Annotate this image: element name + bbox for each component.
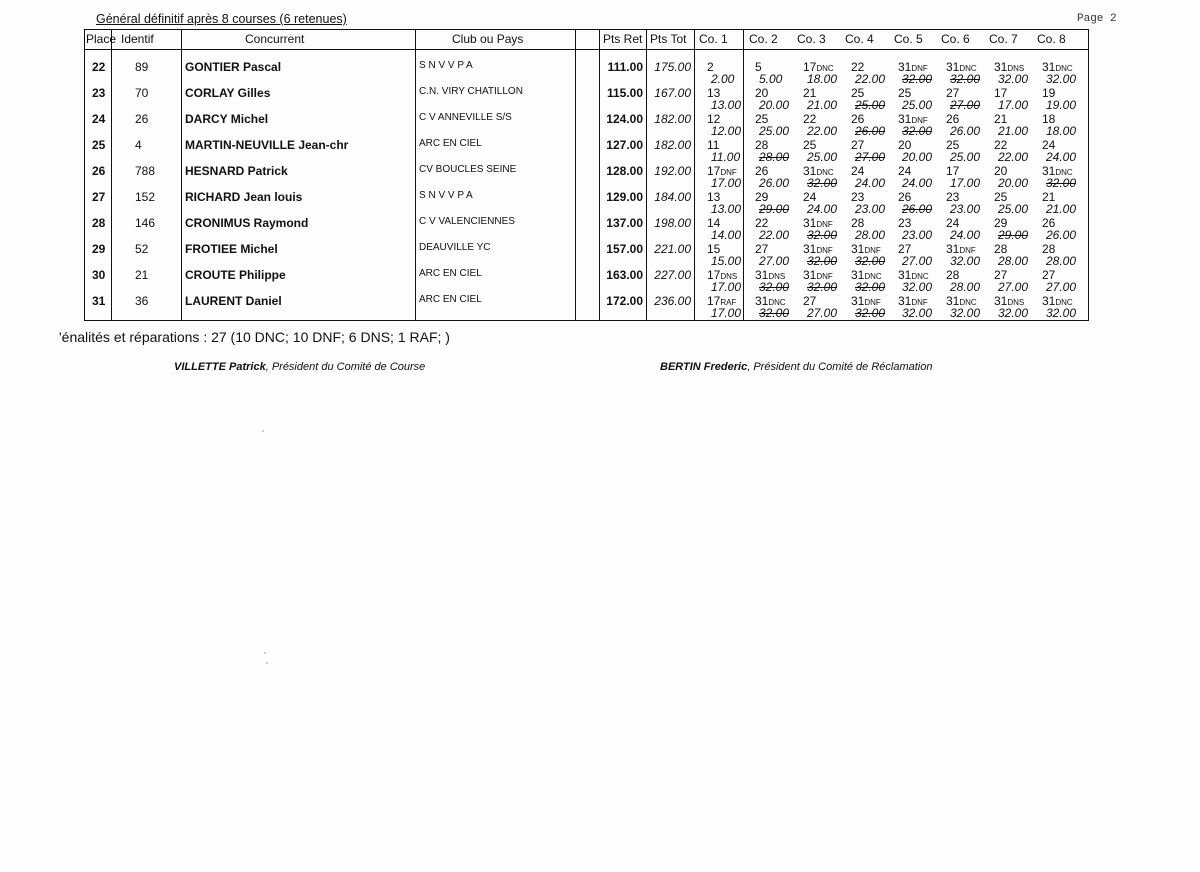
race-status-code: DNC — [911, 272, 929, 281]
column-header: Pts Tot — [650, 32, 687, 46]
race-rank: 22 — [803, 112, 817, 126]
race-points: 11.00 — [711, 150, 741, 164]
race-rank: 26 — [946, 112, 960, 126]
race-points: 22.00 — [807, 124, 838, 138]
race-rank: 22 — [851, 60, 865, 74]
race-rank: 31 — [1042, 164, 1056, 178]
race-points-discarded: 28.00 — [759, 150, 790, 164]
club-cell: ARC EN CIEL — [419, 268, 482, 279]
race-points: 28.00 — [855, 228, 886, 242]
identif-cell: 36 — [135, 294, 149, 308]
points-total: 198.00 — [654, 216, 691, 230]
race-points: 17.00 — [711, 306, 742, 320]
race-points: 32.00 — [950, 306, 981, 320]
race-rank: 12 — [707, 112, 721, 126]
identif-cell: 152 — [135, 190, 156, 204]
race-points-discarded: 32.00 — [807, 176, 838, 190]
race-status-code: DNF — [816, 246, 833, 255]
column-divider — [575, 30, 576, 320]
column-divider — [743, 30, 744, 320]
points-total: 184.00 — [654, 190, 691, 204]
column-divider — [111, 30, 112, 320]
race-points: 25.00 — [759, 124, 790, 138]
race-rank: 2 — [707, 60, 714, 74]
race-points-discarded: 29.00 — [759, 202, 790, 216]
identif-cell: 70 — [135, 86, 149, 100]
points-total: 221.00 — [654, 242, 691, 256]
race-status-code: DNC — [1055, 298, 1073, 307]
competitor-name: RICHARD Jean louis — [185, 190, 303, 204]
points-total: 182.00 — [654, 112, 691, 126]
column-header: Place — [86, 32, 117, 46]
race-points: 13.00 — [711, 202, 742, 216]
race-rank: 17 — [707, 164, 721, 178]
race-status-code: DNC — [959, 298, 977, 307]
race-points: 26.00 — [950, 124, 981, 138]
race-rank: 28 — [755, 138, 769, 152]
race-rank: 31 — [898, 112, 912, 126]
race-points-discarded: 32.00 — [807, 228, 838, 242]
competitor-name: MARTIN-NEUVILLE Jean-chr — [185, 138, 349, 152]
race-points: 12.00 — [711, 124, 742, 138]
club-cell: DEAUVILLE YC — [419, 242, 491, 253]
points-retained: 137.00 — [606, 216, 643, 230]
points-retained: 111.00 — [607, 60, 643, 74]
points-retained: 157.00 — [606, 242, 643, 256]
race-status-code: DNC — [1055, 168, 1073, 177]
points-total: 236.00 — [654, 294, 691, 308]
race-points: 25.00 — [807, 150, 838, 164]
place-cell: 29 — [92, 242, 106, 256]
race-rank: 27 — [898, 242, 912, 256]
identif-cell: 788 — [135, 164, 156, 178]
competitor-name: DARCY Michel — [185, 112, 269, 126]
place-cell: 24 — [92, 112, 106, 126]
race-rank: 20 — [755, 86, 769, 100]
race-points: 32.00 — [998, 306, 1029, 320]
race-rank: 25 — [946, 138, 960, 152]
race-rank: 5 — [755, 60, 762, 74]
race-points: 28.00 — [950, 280, 981, 294]
race-rank: 25 — [851, 86, 865, 100]
race-points: 25.00 — [950, 150, 981, 164]
race-points-discarded: 32.00 — [855, 280, 886, 294]
race-points: 2.00 — [711, 72, 735, 86]
race-points: 28.00 — [998, 254, 1029, 268]
place-cell: 25 — [92, 138, 106, 152]
results-table — [84, 29, 1089, 321]
race-rank: 26 — [755, 164, 769, 178]
race-rank: 31 — [803, 268, 817, 282]
race-rank: 27 — [994, 268, 1008, 282]
points-retained: 172.00 — [606, 294, 643, 308]
race-points: 32.00 — [998, 72, 1029, 86]
identif-cell: 89 — [135, 60, 149, 74]
club-cell: C V VALENCIENNES — [419, 216, 515, 227]
points-retained: 129.00 — [606, 190, 643, 204]
race-points-discarded: 29.00 — [998, 228, 1029, 242]
race-rank: 25 — [755, 112, 769, 126]
race-status-code: DNC — [1055, 64, 1073, 73]
race-status-code: RAF — [720, 298, 737, 307]
race-rank: 15 — [707, 242, 721, 256]
competitor-name: CROUTE Philippe — [185, 268, 286, 282]
race-points: 14.00 — [711, 228, 742, 242]
race-points-discarded: 26.00 — [902, 202, 933, 216]
competitor-name: HESNARD Patrick — [185, 164, 288, 178]
club-cell: ARC EN CIEL — [419, 294, 482, 305]
race-points: 22.00 — [998, 150, 1029, 164]
race-rank: 29 — [994, 216, 1008, 230]
race-rank: 22 — [994, 138, 1008, 152]
race-rank: 23 — [898, 216, 912, 230]
race-points-discarded: 32.00 — [902, 72, 933, 86]
race-rank: 21 — [1042, 190, 1056, 204]
race-rank: 31 — [994, 294, 1008, 308]
race-points-discarded: 32.00 — [807, 254, 838, 268]
race-points-discarded: 32.00 — [950, 72, 981, 86]
column-divider — [415, 30, 416, 320]
page-number: Page 2 — [1077, 13, 1117, 25]
race-rank: 17 — [803, 60, 817, 74]
race-rank: 17 — [707, 268, 721, 282]
race-rank: 27 — [803, 294, 817, 308]
race-status-code: DNF — [911, 116, 928, 125]
race-points: 28.00 — [1046, 254, 1077, 268]
identif-cell: 52 — [135, 242, 149, 256]
race-rank: 20 — [898, 138, 912, 152]
place-cell: 27 — [92, 190, 106, 204]
column-header: Co. 3 — [797, 32, 826, 46]
column-header: Co. 6 — [941, 32, 970, 46]
competitor-name: GONTIER Pascal — [185, 60, 282, 74]
column-header: Co. 7 — [989, 32, 1018, 46]
signature-protest-committee — [660, 361, 932, 373]
race-points: 22.00 — [855, 72, 886, 86]
race-points: 19.00 — [1046, 98, 1077, 112]
race-rank: 13 — [707, 86, 721, 100]
place-cell: 28 — [92, 216, 106, 230]
race-rank: 24 — [1042, 138, 1056, 152]
race-points: 26.00 — [1046, 228, 1077, 242]
penalties-summary: 'énalités et réparations : 27 (10 DNC; 10 DNF; 6 DNS; 1 RAF; ) — [59, 329, 450, 345]
race-rank: 24 — [803, 190, 817, 204]
race-points: 18.00 — [807, 72, 838, 86]
race-status-code: DNF — [911, 298, 928, 307]
column-header: Concurrent — [245, 32, 305, 46]
race-rank: 31 — [851, 242, 865, 256]
race-points-discarded: 32.00 — [759, 306, 790, 320]
column-header: Pts Ret — [603, 32, 643, 46]
race-points: 25.00 — [998, 202, 1029, 216]
race-rank: 25 — [994, 190, 1008, 204]
club-cell: CV BOUCLES SEINE — [419, 164, 517, 175]
race-points: 24.00 — [950, 228, 981, 242]
column-divider — [181, 30, 182, 320]
race-points: 21.00 — [1046, 202, 1077, 216]
race-status-code: DNS — [1007, 298, 1025, 307]
results-title: Général définitif après 8 courses (6 retenues) — [96, 12, 347, 26]
column-divider — [646, 30, 647, 320]
race-points: 17.00 — [711, 176, 742, 190]
race-points: 5.00 — [759, 72, 783, 86]
race-points-discarded: 32.00 — [759, 280, 790, 294]
place-cell: 31 — [92, 294, 106, 308]
points-retained: 128.00 — [606, 164, 643, 178]
race-rank: 31 — [1042, 294, 1056, 308]
race-rank: 28 — [1042, 242, 1056, 256]
race-rank: 31 — [898, 294, 912, 308]
race-status-code: DNF — [816, 220, 833, 229]
race-rank: 31 — [755, 268, 769, 282]
race-points: 24.00 — [902, 176, 933, 190]
race-rank: 26 — [898, 190, 912, 204]
race-points: 32.00 — [950, 254, 981, 268]
race-rank: 28 — [851, 216, 865, 230]
race-points-discarded: 32.00 — [855, 306, 886, 320]
identif-cell: 4 — [135, 138, 142, 152]
race-points: 20.00 — [759, 98, 790, 112]
race-status-code: DNF — [864, 246, 881, 255]
race-rank: 27 — [851, 138, 865, 152]
club-cell: C.N. VIRY CHATILLON — [419, 86, 523, 97]
race-points: 24.00 — [1046, 150, 1077, 164]
race-rank: 31 — [994, 60, 1008, 74]
race-points: 13.00 — [711, 98, 742, 112]
club-cell: C V ANNEVILLE S/S — [419, 112, 512, 123]
points-retained: 127.00 — [606, 138, 643, 152]
race-rank: 31 — [946, 294, 960, 308]
race-rank: 31 — [851, 268, 865, 282]
points-total: 182.00 — [654, 138, 691, 152]
race-rank: 14 — [707, 216, 721, 230]
race-rank: 27 — [1042, 268, 1056, 282]
signature-course-committee — [174, 361, 425, 373]
signature-name: BERTIN Frederic — [660, 361, 748, 373]
place-cell: 22 — [92, 60, 106, 74]
club-cell: ARC EN CIEL — [419, 138, 482, 149]
race-rank: 17 — [946, 164, 960, 178]
race-status-code: DNS — [768, 272, 786, 281]
race-status-code: DNF — [864, 298, 881, 307]
race-points: 32.00 — [902, 306, 933, 320]
race-points: 23.00 — [902, 228, 933, 242]
race-rank: 23 — [946, 190, 960, 204]
race-rank: 17 — [707, 294, 721, 308]
identif-cell: 21 — [135, 268, 149, 282]
scan-speck — [264, 652, 266, 654]
race-status-code: DNC — [816, 64, 834, 73]
signature-name: VILLETTE Patrick — [174, 361, 266, 373]
race-rank: 31 — [898, 60, 912, 74]
race-status-code: DNF — [816, 272, 833, 281]
race-status-code: DNC — [768, 298, 786, 307]
header-divider — [85, 49, 1088, 50]
race-rank: 28 — [946, 268, 960, 282]
race-points: 32.00 — [902, 280, 933, 294]
race-points: 24.00 — [855, 176, 886, 190]
race-rank: 24 — [898, 164, 912, 178]
race-rank: 17 — [994, 86, 1008, 100]
race-points: 27.00 — [759, 254, 790, 268]
race-points: 25.00 — [902, 98, 933, 112]
race-rank: 29 — [755, 190, 769, 204]
race-points: 21.00 — [998, 124, 1029, 138]
points-total: 167.00 — [654, 86, 691, 100]
club-cell: S N V V P A — [419, 60, 473, 71]
race-points-discarded: 26.00 — [855, 124, 886, 138]
scan-speck — [262, 430, 264, 432]
race-points: 17.00 — [950, 176, 981, 190]
race-rank: 18 — [1042, 112, 1056, 126]
points-total: 175.00 — [654, 60, 691, 74]
race-rank: 31 — [803, 164, 817, 178]
identif-cell: 26 — [135, 112, 149, 126]
points-retained: 115.00 — [606, 86, 643, 100]
scan-speck — [266, 662, 268, 664]
race-points-discarded: 32.00 — [855, 254, 886, 268]
race-points-discarded: 32.00 — [807, 280, 838, 294]
race-points: 18.00 — [1046, 124, 1077, 138]
signature-role: , Président du Comité de Course — [265, 361, 426, 373]
race-rank: 24 — [851, 164, 865, 178]
race-points: 27.00 — [998, 280, 1029, 294]
race-rank: 27 — [946, 86, 960, 100]
race-rank: 31 — [803, 242, 817, 256]
race-points: 17.00 — [998, 98, 1029, 112]
race-points: 15.00 — [711, 254, 742, 268]
race-rank: 25 — [898, 86, 912, 100]
race-status-code: DNS — [720, 272, 738, 281]
column-header: Identif — [121, 32, 154, 46]
race-points: 20.00 — [998, 176, 1029, 190]
points-retained: 163.00 — [606, 268, 643, 282]
column-header: Co. 5 — [894, 32, 923, 46]
race-status-code: DNF — [720, 168, 737, 177]
competitor-name: CORLAY Gilles — [185, 86, 271, 100]
column-divider — [694, 30, 695, 320]
race-status-code: DNF — [911, 64, 928, 73]
race-rank: 26 — [851, 112, 865, 126]
race-rank: 25 — [803, 138, 817, 152]
place-cell: 30 — [92, 268, 106, 282]
points-total: 227.00 — [654, 268, 691, 282]
identif-cell: 146 — [135, 216, 156, 230]
race-rank: 21 — [803, 86, 817, 100]
column-divider — [599, 30, 600, 320]
signature-role: , Président du Comité de Réclamation — [747, 361, 933, 373]
race-rank: 13 — [707, 190, 721, 204]
race-status-code: DNF — [959, 246, 976, 255]
race-rank: 24 — [946, 216, 960, 230]
race-points: 32.00 — [1046, 306, 1077, 320]
race-rank: 26 — [1042, 216, 1056, 230]
race-points: 22.00 — [759, 228, 790, 242]
points-retained: 124.00 — [606, 112, 643, 126]
column-header: Co. 4 — [845, 32, 874, 46]
race-rank: 31 — [946, 242, 960, 256]
race-points: 17.00 — [711, 280, 742, 294]
race-rank: 19 — [1042, 86, 1056, 100]
race-points: 27.00 — [1046, 280, 1077, 294]
place-cell: 23 — [92, 86, 106, 100]
race-rank: 31 — [803, 216, 817, 230]
race-points-discarded: 25.00 — [855, 98, 886, 112]
column-header: Co. 2 — [749, 32, 778, 46]
race-rank: 11 — [707, 138, 720, 152]
race-points: 26.00 — [759, 176, 790, 190]
place-cell: 26 — [92, 164, 106, 178]
race-points: 32.00 — [1046, 72, 1077, 86]
points-total: 192.00 — [654, 164, 691, 178]
race-rank: 23 — [851, 190, 865, 204]
race-status-code: DNC — [959, 64, 977, 73]
column-header: Co. 8 — [1037, 32, 1066, 46]
race-points: 23.00 — [950, 202, 981, 216]
race-rank: 22 — [755, 216, 769, 230]
race-points-discarded: 32.00 — [1046, 176, 1077, 190]
race-points-discarded: 32.00 — [902, 124, 933, 138]
race-rank: 31 — [755, 294, 769, 308]
race-points: 24.00 — [807, 202, 838, 216]
race-points: 21.00 — [807, 98, 838, 112]
race-points-discarded: 27.00 — [950, 98, 981, 112]
race-rank: 20 — [994, 164, 1008, 178]
race-points: 20.00 — [902, 150, 933, 164]
race-rank: 31 — [1042, 60, 1056, 74]
race-rank: 31 — [898, 268, 912, 282]
race-points-discarded: 27.00 — [855, 150, 886, 164]
competitor-name: FROTIEE Michel — [185, 242, 278, 256]
race-points: 27.00 — [902, 254, 933, 268]
race-status-code: DNC — [864, 272, 882, 281]
race-status-code: DNS — [1007, 64, 1025, 73]
race-points: 23.00 — [855, 202, 886, 216]
race-points: 27.00 — [807, 306, 838, 320]
race-rank: 27 — [755, 242, 769, 256]
competitor-name: CRONIMUS Raymond — [185, 216, 309, 230]
race-rank: 21 — [994, 112, 1008, 126]
column-header: Co. 1 — [699, 32, 728, 46]
race-rank: 28 — [994, 242, 1008, 256]
race-rank: 31 — [851, 294, 865, 308]
club-cell: S N V V P A — [419, 190, 473, 201]
competitor-name: LAURENT Daniel — [185, 294, 282, 308]
column-header: Club ou Pays — [452, 32, 524, 46]
race-rank: 31 — [946, 60, 960, 74]
race-status-code: DNC — [816, 168, 834, 177]
